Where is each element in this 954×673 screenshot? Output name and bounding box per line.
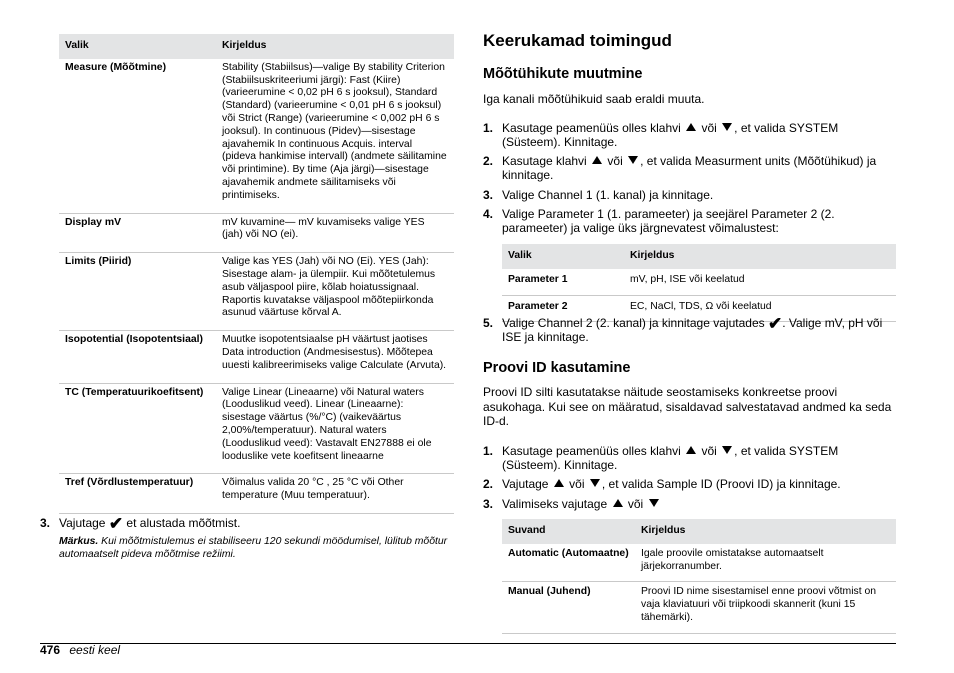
option-name: Automatic (Automaatne)	[502, 544, 635, 582]
option-description: Võimalus valida 20 °C , 25 °C või Other temperature (Muu temperatuur).	[216, 474, 454, 514]
confirm-check-icon: ✔	[767, 314, 783, 333]
arrow-down-icon	[649, 499, 659, 507]
option-description: Proovi ID nime sisestamisel enne proovi võtmist on vaja klaviatuuri või triipkoodi skannerit (kuni 15 tähemärki).	[635, 582, 896, 633]
option-name: Parameter 1	[502, 269, 624, 295]
table-row	[59, 59, 454, 213]
table-row	[59, 213, 454, 253]
footer-language: eesti keel	[69, 643, 121, 657]
confirm-check-icon: ✔	[108, 514, 124, 533]
sample-id-step-2: 2. Vajutage või , et valida Sample ID (Proovi ID) ja kinnitage.	[483, 477, 841, 491]
units-step-4: 4. Valige Parameter 1 (1. parameeter) ja seejärel Parameter 2 (2. parameeter) ja valige üks järgnevatest võimalustest:	[483, 207, 835, 235]
options-table	[59, 34, 454, 514]
table-row	[502, 269, 896, 295]
step-text: Vajutage	[59, 516, 106, 530]
column-header: Suvand	[502, 519, 635, 544]
arrow-up-icon	[686, 446, 696, 454]
units-step-2: 2. Kasutage klahvi või , et valida Measurment units (Mõõtühikud) ja kinnitage.	[483, 154, 877, 182]
option-name: TC (Temperatuurikoefitsent)	[59, 383, 216, 474]
sample-id-step-3: 3. Valimiseks vajutage või	[483, 497, 896, 511]
units-step-1: 1. Kasutage peamenüüs olles klahvi või , et valida SYSTEM (Süsteem). Kinnitage.	[483, 121, 839, 149]
section-title: Keerukamad toimingud	[483, 31, 672, 50]
footer-divider	[40, 643, 896, 644]
table-row	[59, 383, 454, 474]
subsection-heading-sample-id: Proovi ID kasutamine	[483, 360, 631, 376]
units-step-3: 3. Valige Channel 1 (1. kanal) ja kinnitage.	[483, 188, 714, 202]
option-description: Valige Linear (Lineaarne) või Natural waters (Looduslikud veed). Linear (Lineaarne): sisestage väärtus (%/°C) (vaikeväärtus 2,00%/temperatuur). Natural waters (Looduslikud veed): Vastavalt EN27888 ei ole looduslike vete koefitsent lineaarne	[216, 383, 454, 474]
column-header: Kirjeldus	[216, 34, 454, 59]
units-step-5: 5. Valige Channel 2 (2. kanal) ja kinnitage vajutades ✔. Valige mV, pH või ISE ja kinnitage.	[483, 314, 883, 344]
arrow-up-icon	[554, 479, 564, 487]
column-header: Valik	[59, 34, 216, 59]
sample-id-table	[502, 519, 896, 634]
parameter-table	[502, 244, 896, 322]
step-3-measure	[40, 514, 454, 533]
option-description: Muutke isopotentsiaalse pH väärtust jaotises Data introduction (Andmesisestus). Mõõtepea uuesti kalibreerimiseks valige Calculate (Arvuta).	[216, 331, 454, 383]
sample-id-step-1: 1. Kasutage peamenüüs olles klahvi või , et valida SYSTEM (Süsteem). Kinnitage.	[483, 444, 839, 472]
arrow-down-icon	[628, 156, 638, 164]
option-name: Isopotential (Isopotentsiaal)	[59, 331, 216, 383]
option-description: mV kuvamine— mV kuvamiseks valige YES (jah) või NO (ei).	[216, 213, 454, 253]
arrow-down-icon	[722, 446, 732, 454]
arrow-up-icon	[686, 123, 696, 131]
table-row	[59, 253, 454, 331]
column-header: Valik	[502, 244, 624, 269]
table-header-row	[59, 34, 454, 59]
page-footer	[40, 643, 120, 657]
option-description: Stability (Stabiilsus)—valige By stability Criterion (Stabiilsuskriteeriumi järgi): Fast (Kiire)(varieerumine < 0,02 pH 6 s jooksul), Standard (Standard) (varieerumine < 0,01 pH 6 s jooksul) või Strict (Range) (varieerumine < 0,002 pH 6 s jooksul). In continuous (Pidev)—sisestage ajavahemik In continuous Acquis. interval (pideva hankimise intervall) (andmete säilitamine või printimine). By time (Aja järgi)—sisestage ajavahemik andmete säilitamiseks või printimiseks.	[216, 59, 454, 213]
subsection-heading-units: Mõõtühikute muutmine	[483, 66, 643, 82]
page-number: 476	[40, 643, 61, 657]
sample-id-intro: Proovi ID silti kasutatakse näitude seostamiseks konkreetse proovi asukohaga. Kui see on määratud, sisaldavad salvestatavad andmed ka seda ID-d.	[483, 385, 892, 428]
option-description: mV, pH, ISE või keelatud	[624, 269, 896, 295]
arrow-down-icon	[590, 479, 600, 487]
table-header-row	[502, 519, 896, 544]
option-description: Igale proovile omistatakse automaatselt järjekorranumber.	[635, 544, 896, 582]
option-name: Limits (Piirid)	[59, 253, 216, 331]
column-header: Kirjeldus	[624, 244, 896, 269]
table-row	[502, 582, 896, 633]
column-header: Kirjeldus	[635, 519, 896, 544]
table-row	[59, 474, 454, 514]
option-description: EC, NaCl, TDS, Ω või keelatud	[624, 295, 896, 322]
arrow-up-icon	[613, 499, 623, 507]
arrow-down-icon	[722, 123, 732, 131]
table-header-row	[502, 244, 896, 269]
step-number: 3.	[40, 516, 51, 530]
note-label: Märkus.	[59, 536, 99, 547]
option-description: Valige kas YES (Jah) või NO (Ei). YES (Jah): Sisestage alam- ja ülempiir. Kui mõõtetulemus asub väljaspool piire, kõlab hoiatussignaal. Raportis kuvatakse väljaspool mõõtepiirkonda asunud väärtuse kõrval A.	[216, 253, 454, 331]
arrow-up-icon	[592, 156, 602, 164]
option-name: Tref (Võrdlustemperatuur)	[59, 474, 216, 514]
units-intro: Iga kanali mõõtühikuid saab eraldi muuta.	[483, 92, 705, 106]
option-name: Measure (Mõõtmine)	[59, 59, 216, 213]
table-row	[59, 331, 454, 383]
note	[59, 535, 454, 561]
option-name: Display mV	[59, 213, 216, 253]
step-text: et alustada mõõtmist.	[126, 516, 241, 530]
note-text: Kui mõõtmistulemus ei stabiliseeru 120 sekundi möödumisel, lülitub mõõtur automaatselt pideva mõõtmise režiimi.	[59, 536, 448, 560]
option-name: Manual (Juhend)	[502, 582, 635, 633]
option-name: Parameter 2	[502, 295, 624, 322]
table-row	[502, 544, 896, 582]
